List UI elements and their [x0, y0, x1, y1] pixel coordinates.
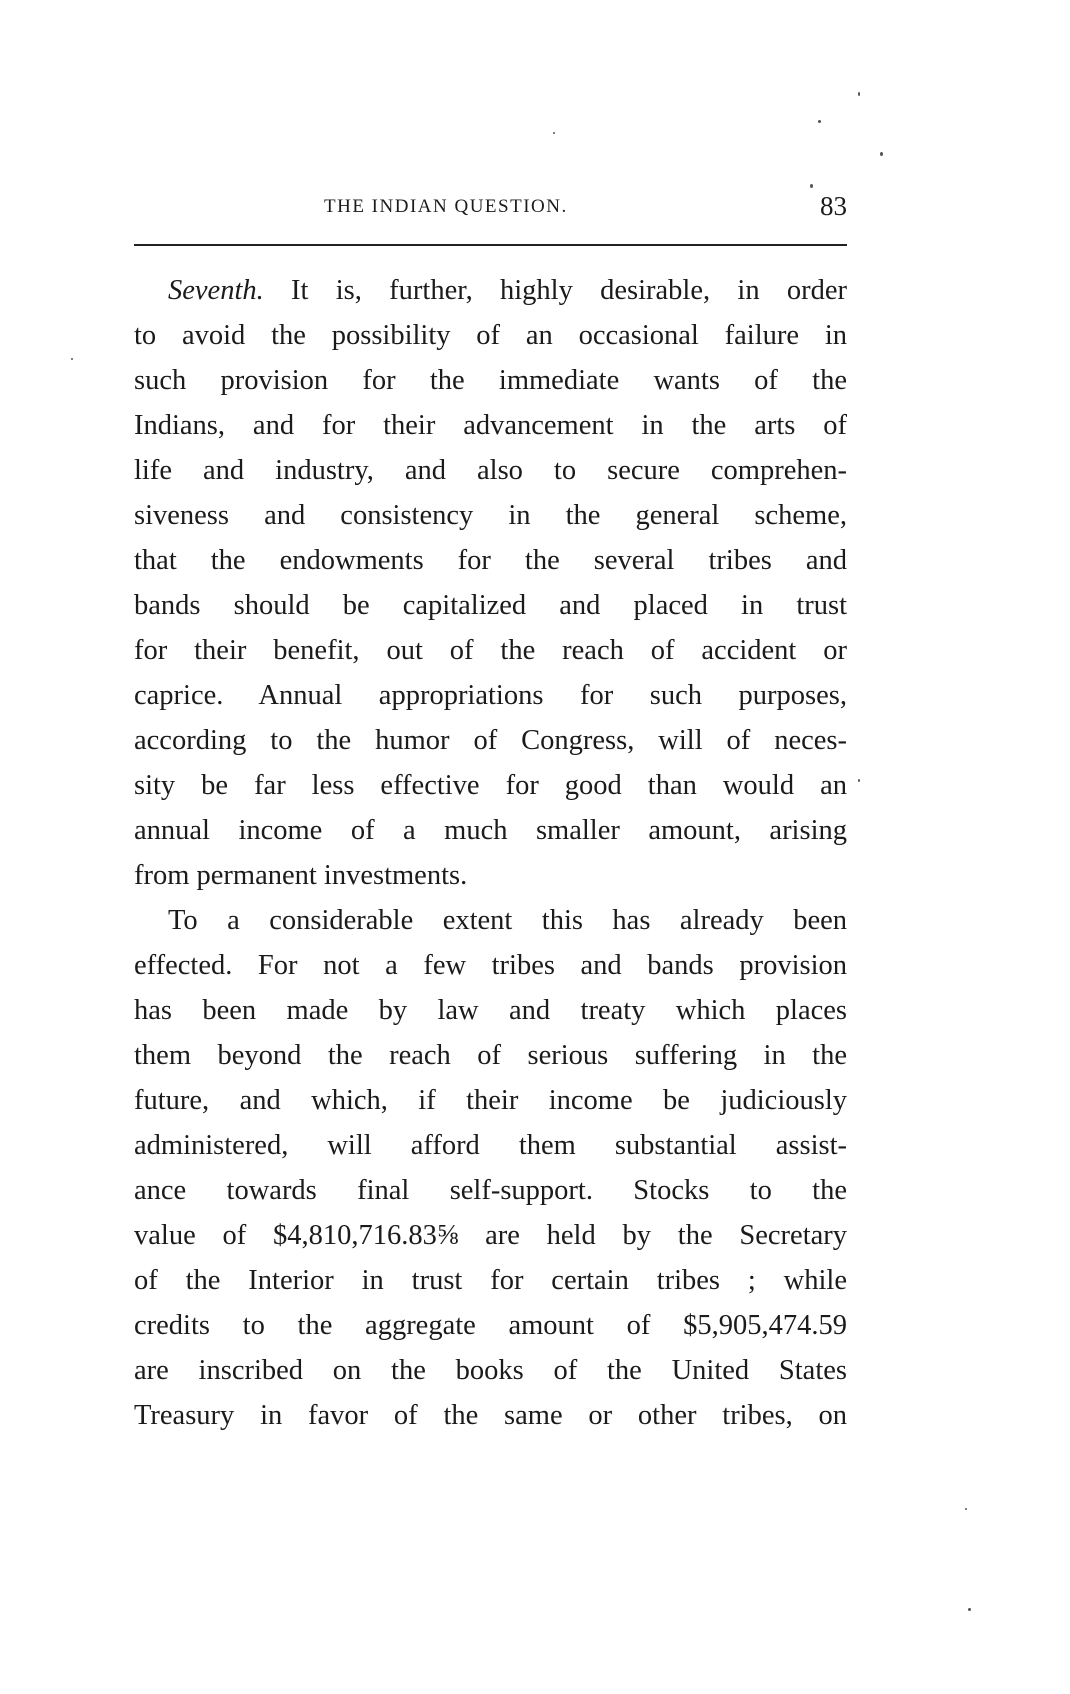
paper-speck [810, 184, 813, 188]
text-line: Indians, and for their advancement in the arts of [134, 410, 847, 441]
text-line: To a considerable extent this has already been [168, 905, 847, 936]
text-line: to avoid the possibility of an occasional failure in [134, 320, 847, 351]
paper-speck [880, 152, 883, 156]
header-rule [134, 244, 847, 246]
text-line: effected. For not a few tribes and bands provision [134, 950, 847, 981]
text-line: ance towards final self-support. Stocks to the [134, 1175, 847, 1206]
text-line: has been made by law and treaty which places [134, 995, 847, 1026]
text-line: future, and which, if their income be judiciously [134, 1085, 847, 1116]
text-line: such provision for the immediate wants of the [134, 365, 847, 396]
text-line: according to the humor of Congress, will of neces- [134, 725, 847, 756]
text-line: annual income of a much smaller amount, arising [134, 815, 847, 846]
paper-speck [858, 92, 860, 96]
paper-speck [965, 1508, 967, 1510]
page-number: 83 [820, 191, 847, 221]
text-line: caprice. Annual appropriations for such purposes, [134, 680, 847, 711]
body-text [134, 268, 847, 1438]
paper-speck [858, 779, 860, 782]
text-line: bands should be capitalized and placed in trust [134, 590, 847, 621]
text-line: administered, will afford them substantial assist- [134, 1130, 847, 1161]
text-line: of the Interior in trust for certain tribes ; while [134, 1265, 847, 1296]
paper-speck [553, 132, 555, 134]
paragraph-considerable-extent [134, 898, 847, 1438]
text-line: from permanent investments. [134, 860, 468, 891]
text-line: siveness and consistency in the general scheme, [134, 500, 847, 531]
text-line: Seventh. It is, further, highly desirable, in order [168, 275, 847, 306]
text-line: that the endowments for the several tribes and [134, 545, 847, 576]
text-line: Treasury in favor of the same or other tribes, on [134, 1400, 847, 1431]
text-line: life and industry, and also to secure comprehen- [134, 455, 847, 486]
text-line: are inscribed on the books of the United States [134, 1355, 847, 1386]
text-line: for their benefit, out of the reach of accident or [134, 635, 847, 666]
running-head [134, 191, 847, 228]
text-line: them beyond the reach of serious suffering in the [134, 1040, 847, 1071]
section-lead: Seventh. [168, 275, 264, 306]
text-line: value of $4,810,716.83⅝ are held by the Secretary [134, 1220, 847, 1251]
running-title: THE INDIAN QUESTION. [324, 196, 568, 217]
paper-speck [71, 358, 73, 360]
paper-speck [818, 120, 821, 123]
paper-speck [968, 1608, 971, 1611]
paragraph-seventh [134, 268, 847, 898]
text-line: credits to the aggregate amount of $5,905,474.59 [134, 1310, 847, 1341]
text-line: sity be far less effective for good than would an [134, 770, 847, 801]
